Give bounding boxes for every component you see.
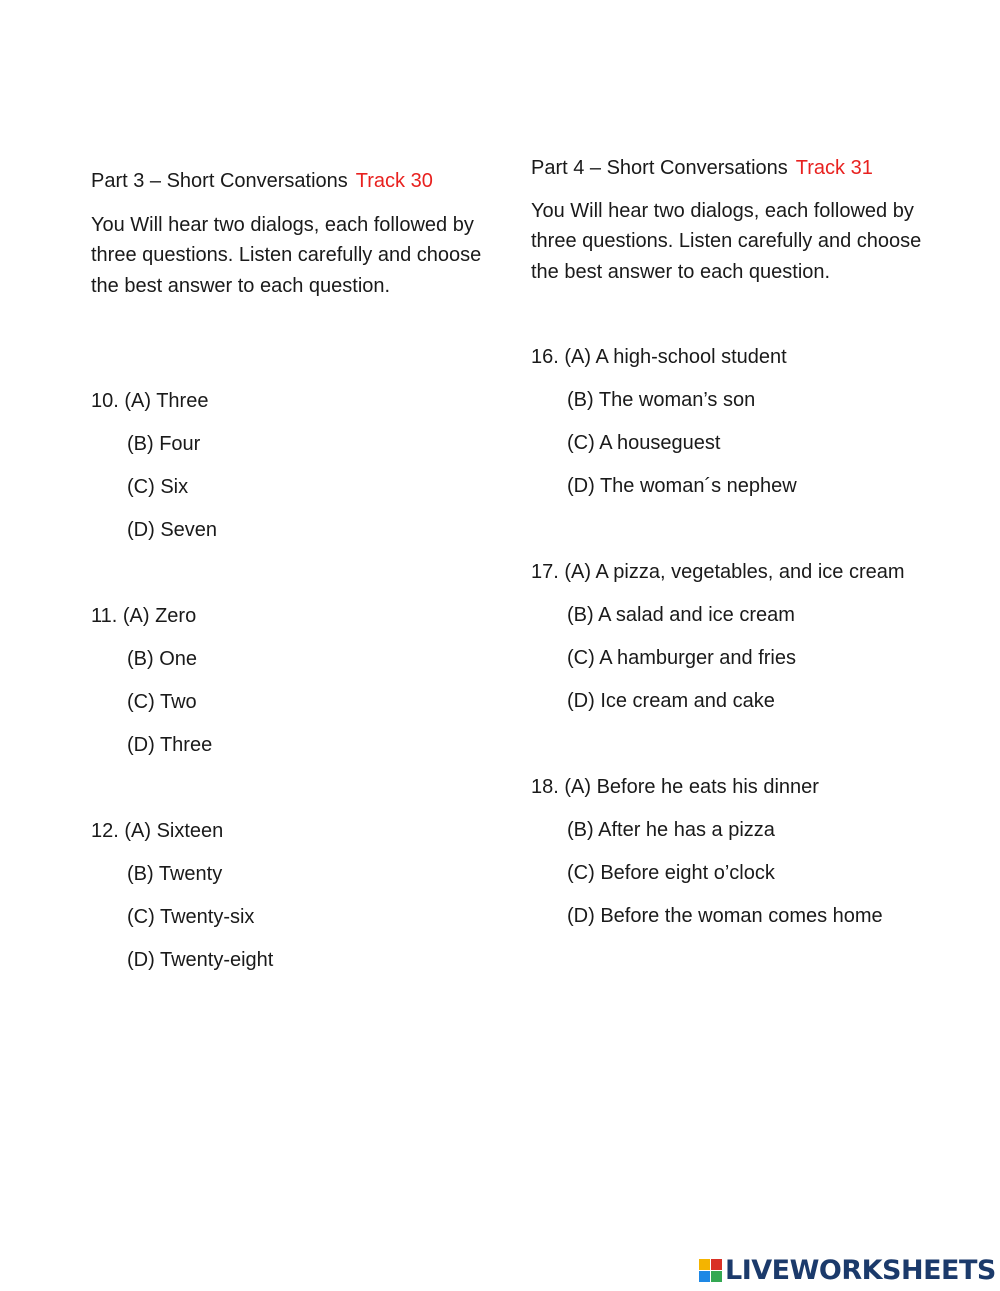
answer-option[interactable]: (D) Twenty-eight	[127, 949, 274, 971]
spacer	[531, 508, 905, 551]
part-4-title: Part 4 – Short Conversations	[531, 157, 788, 179]
logo-text: LIVEWORKSHEETS	[725, 1254, 996, 1286]
part-3-questions	[91, 380, 273, 982]
question-18	[531, 766, 905, 938]
answer-option[interactable]: (B) Twenty	[127, 863, 223, 885]
answer-option[interactable]: 18. (A) Before he eats his dinner	[531, 776, 819, 798]
question-12	[91, 810, 273, 982]
logo-square-blue	[699, 1271, 710, 1282]
question-16	[531, 336, 905, 508]
part-3-title: Part 3 – Short Conversations	[91, 170, 348, 192]
answer-option[interactable]: (B) A salad and ice cream	[567, 604, 795, 626]
answer-option[interactable]: (C) Two	[127, 691, 197, 713]
answer-option[interactable]: 11. (A) Zero	[91, 605, 197, 627]
part-4-heading	[531, 154, 951, 182]
answer-option[interactable]: (D) Seven	[127, 519, 218, 541]
answer-option[interactable]: (C) A houseguest	[567, 432, 721, 454]
answer-option[interactable]: (D) The woman´s nephew	[567, 475, 797, 497]
part-4-instructions: You Will hear two dialogs, each followed by three questions. Listen carefully and choose the best answer to each question.	[531, 200, 922, 283]
answer-option[interactable]: (C) Before eight o’clock	[567, 862, 775, 884]
answer-option[interactable]: (C) A hamburger and fries	[567, 647, 796, 669]
spacer	[91, 552, 273, 595]
question-17	[531, 551, 905, 723]
spacer	[531, 723, 905, 766]
part-3-section	[91, 167, 491, 971]
answer-option[interactable]: (B) The woman’s son	[567, 389, 756, 411]
spacer	[91, 767, 273, 810]
answer-option[interactable]: (C) Six	[127, 476, 189, 498]
answer-option[interactable]: (D) Ice cream and cake	[567, 690, 775, 712]
part-3-heading	[91, 167, 491, 195]
answer-option[interactable]: (D) Three	[127, 734, 213, 756]
part-4-questions	[531, 336, 905, 938]
part-4-track[interactable]: Track 31	[795, 157, 873, 179]
part-3-instructions: You Will hear two dialogs, each followed by three questions. Listen carefully and choose the best answer to each question.	[91, 214, 482, 297]
answer-option[interactable]: 10. (A) Three	[91, 390, 209, 412]
part-3-track[interactable]: Track 30	[355, 170, 433, 192]
answer-option[interactable]: (D) Before the woman comes home	[567, 905, 883, 927]
question-11	[91, 595, 273, 767]
part-4-section	[531, 154, 951, 927]
answer-option[interactable]: (B) One	[127, 648, 198, 670]
logo-square-green	[711, 1271, 722, 1282]
answer-option[interactable]: 16. (A) A high-school student	[531, 346, 787, 368]
logo-square-red	[711, 1259, 722, 1270]
answer-option[interactable]: (C) Twenty-six	[127, 906, 255, 928]
liveworksheets-logo-icon	[699, 1259, 722, 1282]
answer-option[interactable]: (B) After he has a pizza	[567, 819, 775, 841]
answer-option[interactable]: 17. (A) A pizza, vegetables, and ice cream	[531, 561, 905, 583]
question-10	[91, 380, 273, 552]
answer-option[interactable]: 12. (A) Sixteen	[91, 820, 224, 842]
liveworksheets-logo[interactable]	[699, 1253, 996, 1287]
answer-option[interactable]: (B) Four	[127, 433, 201, 455]
logo-square-yellow	[699, 1259, 710, 1270]
